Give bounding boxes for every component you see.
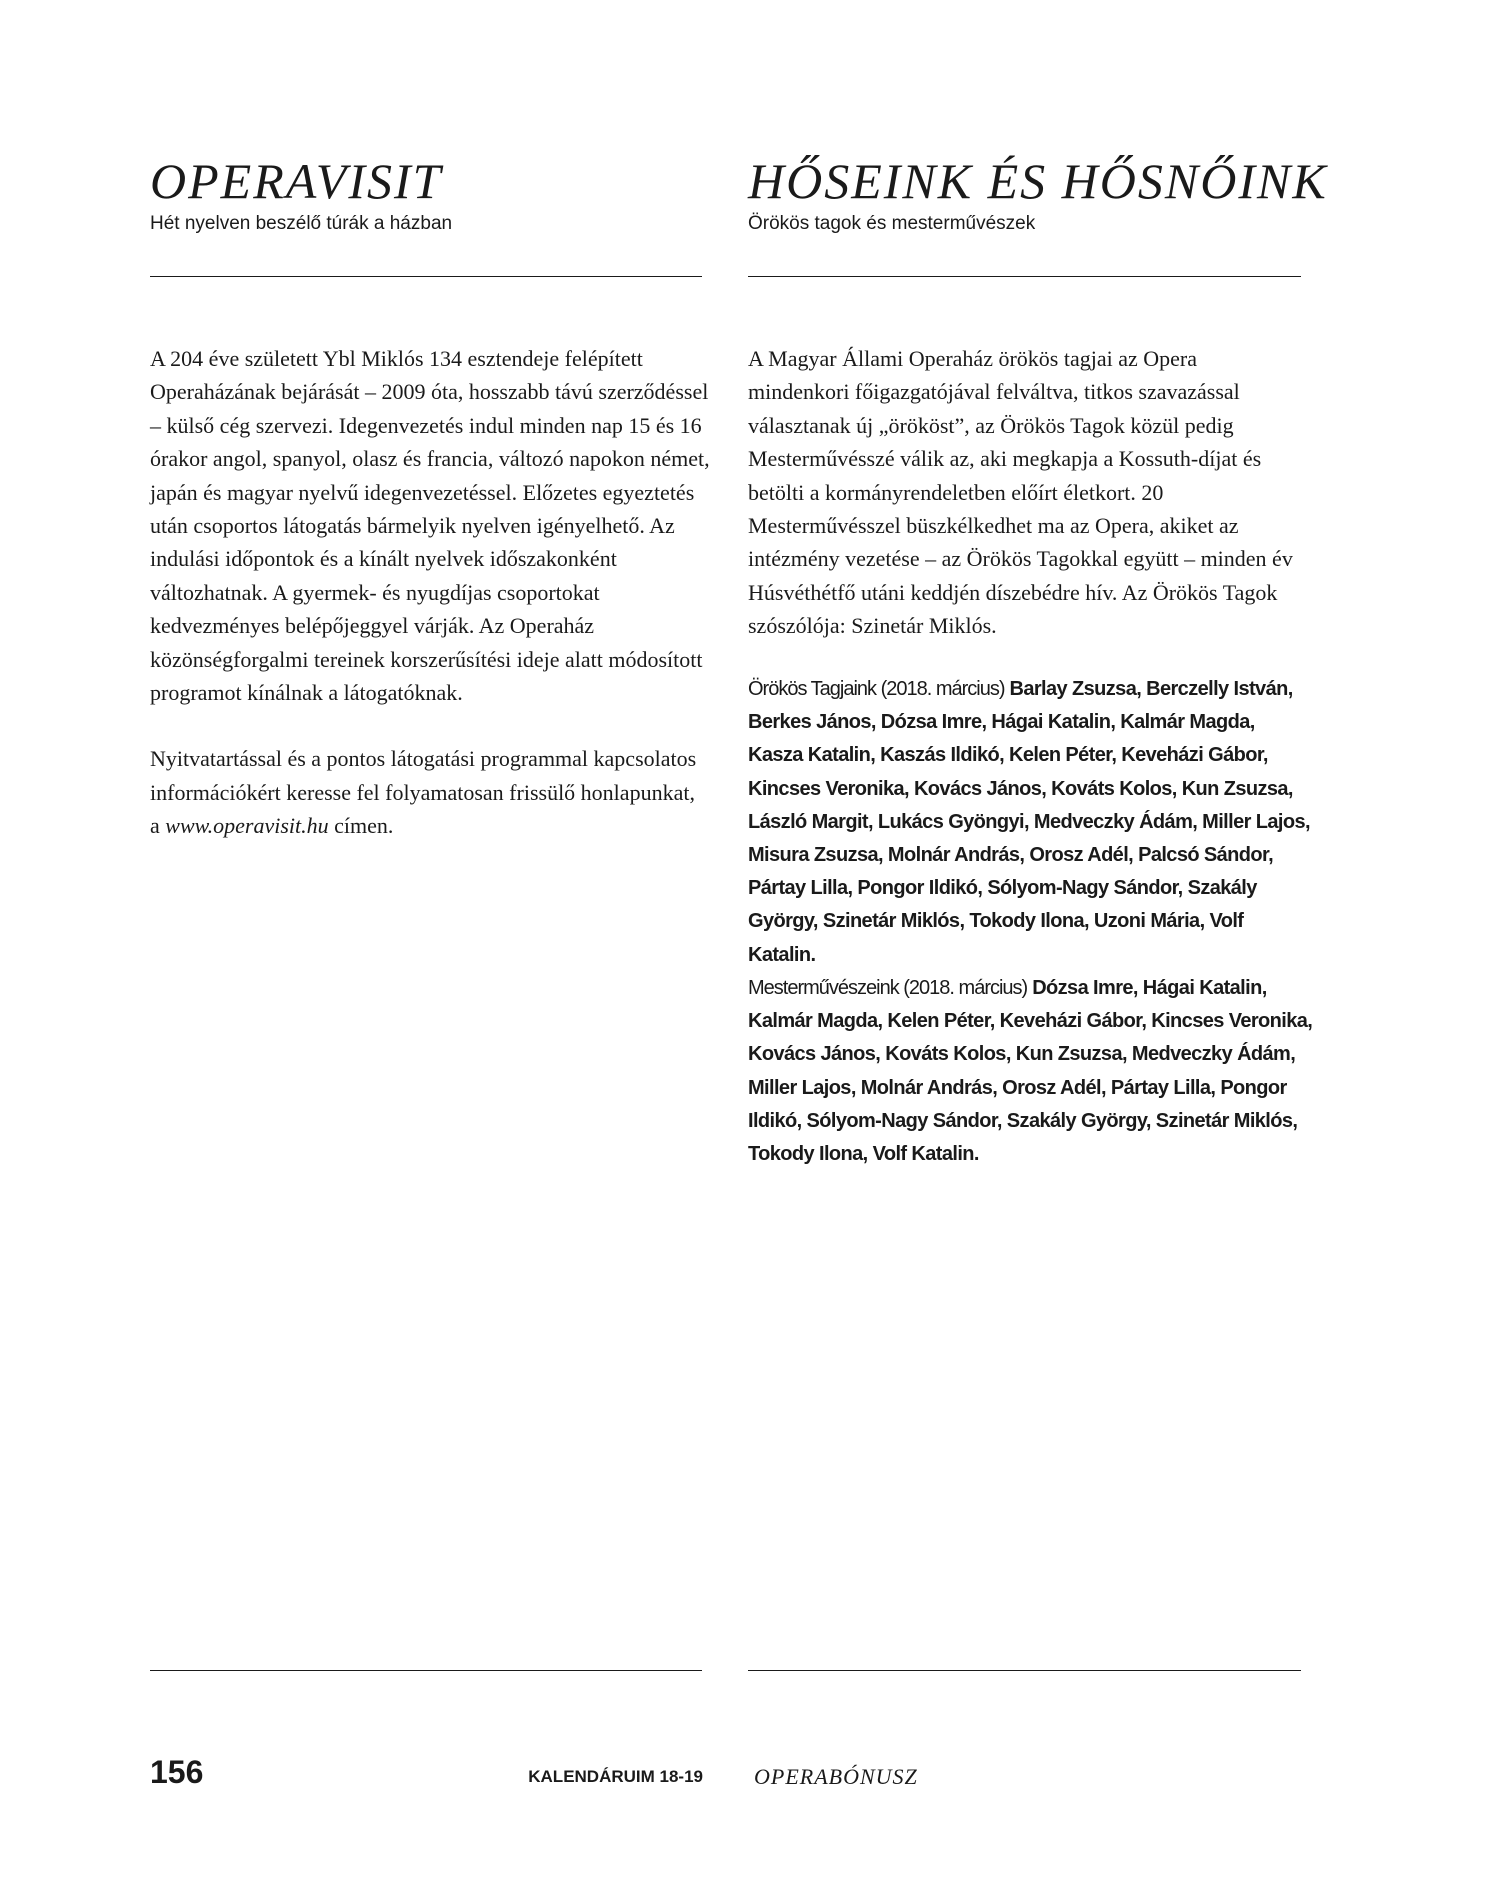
operavisit-body [150, 342, 710, 876]
paragraph-2-text-before: Nyitvatartással és a pontos látogatási programmal kapcsolatos információkért keresse fel folyamatosan frissülő honlapunkat, a [150, 746, 697, 839]
bottom-divider-left [150, 1670, 702, 1671]
honorary-members-label: Örökös Tagjaink (2018. március) [748, 678, 1005, 700]
top-divider-left [150, 276, 702, 277]
paragraph-2-text-after: címen. [328, 813, 394, 839]
footer-section-name: OPERABÓNUSZ [754, 1764, 918, 1789]
top-divider-right [748, 276, 1301, 277]
operavisit-paragraph-2 [150, 742, 710, 842]
master-artists-label: Mesterművészeink (2018. március) [748, 977, 1028, 999]
master-artists-names: Dózsa Imre, Hágai Katalin, Kalmár Magda, Kelen Péter, Keveházi Gábor, Kincses Veronika, Kovács János, Kováts Kolos, Kun Zsuzsa, Medveczky Ádám, Miller Lajos, Molnár András, Orosz Adél, Pártay Lilla, Pongor Ildikó, Sólyom-Nagy Sándor, Szakály György, Szinetár Miklós, Tokody Ilona, Volf Katalin. [748, 977, 1313, 1166]
heroes-paragraph-1: A Magyar Állami Operaház örökös tagjai az Opera mindenkori főigazgatójával felváltva, titkos szavazással választanak új „örököst”, az Örökös Tagok közül pedig Mesterművésszé válik az, aki megkapja a Kossuth-díjat és betölti a kormányrendeletben előírt életkort. 20 Mesterművésszel büszkélkedhet ma az Opera, akiket az intézmény vezetése – az Örökös Tagokkal együtt – minden év Húsvéthétfő utáni keddjén díszebédre hív. Az Örökös Tagok szószólója: Szinetár Miklós. [748, 346, 1293, 639]
heroes-body [748, 342, 1301, 676]
operavisit-title: OPERAVISIT [150, 153, 443, 209]
heroes-subtitle: Örökös tagok és mesterművészek [748, 213, 1036, 234]
heroes-title: HŐSEINK ÉS HŐSNŐINK [748, 153, 1328, 209]
master-artists-list [748, 972, 1313, 1171]
honorary-members-names: Barlay Zsuzsa, Berczelly István, Berkes János, Dózsa Imre, Hágai Katalin, Kalmár Magda, Kasza Katalin, Kaszás Ildikó, Kelen Péter, Keveházi Gábor, Kincses Veronika, Kovács János, Kováts Kolos, Kun Zsuzsa, László Margit, Lukács Gyöngyi, Medveczky Ádám, Miller Lajos, Misura Zsuzsa, Molnár András, Orosz Adél, Palcsó Sándor, Pártay Lilla, Pongor Ildikó, Sólyom-Nagy Sándor, Szakály György, Szinetár Miklós, Tokody Ilona, Uzoni Mária, Volf Katalin. [748, 678, 1310, 966]
footer-brand: KALENDÁRUIM 18-19 [528, 1767, 703, 1786]
operavisit-website-link[interactable]: www.operavisit.hu [165, 813, 329, 839]
honorary-members-list [748, 673, 1313, 972]
operavisit-paragraph-1: A 204 éve született Ybl Miklós 134 esztendeje felépített Operaházának bejárását – 2009 óta, hosszabb távú szerződéssel – külső cég szervezi. Idegenvezetés indul minden nap 15 és 16 órakor angol, spanyol, olasz és francia, változó napokon német, japán és magyar nyelvű idegenvezetéssel. Előzetes egyeztetés után csoportos látogatás bármelyik nyelven igényelhető. Az indulási időpontok és a kínált nyelvek időszakonként változhatnak. A gyermek- és nyugdíjas csoportokat kedvezményes belépőjeggyel várják. Az Operaház közönségforgalmi tereinek korszerűsítési ideje alatt módosított programot kínálnak a látogatóknak. [150, 346, 710, 706]
operavisit-subtitle: Hét nyelven beszélő túrák a házban [150, 213, 453, 234]
page-number: 156 [150, 1754, 204, 1790]
bottom-divider-right [748, 1670, 1301, 1671]
